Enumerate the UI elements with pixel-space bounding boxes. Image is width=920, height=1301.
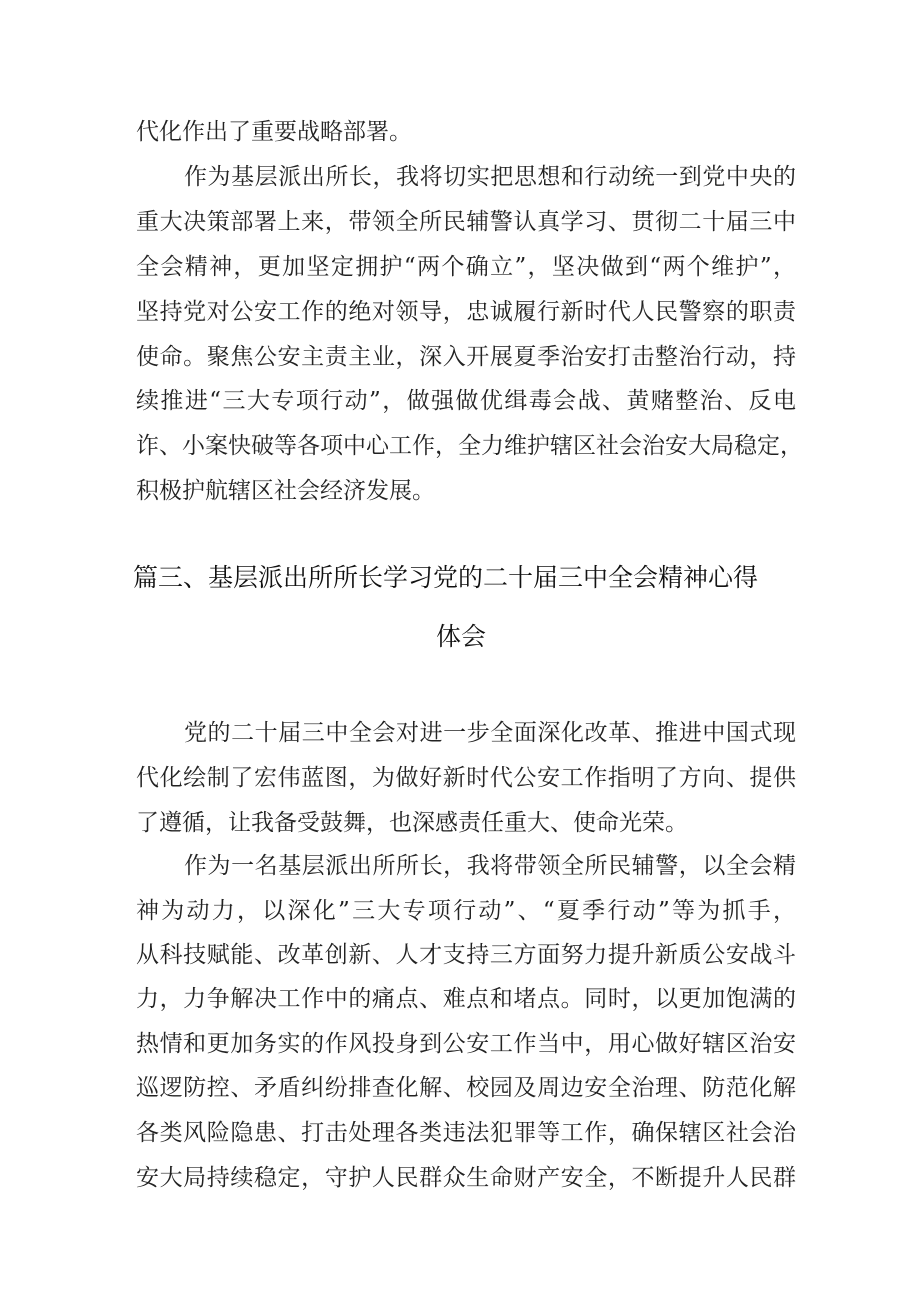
paragraph-1-line: 诈、小案快破等各项中心工作，全力维护辖区社会治安大局稳定， (136, 433, 803, 459)
paragraph-1-line: 作为基层派出所长，我将切实把思想和行动统一到党中央的 (184, 164, 796, 190)
paragraph-3-line: 神为动力，以深化”三大专项行动”、“夏季行动”等为抓手， (136, 898, 796, 924)
paragraph-1-line: 续推进“三大专项行动”，做强做优缉毒会战、黄赌整治、反电 (136, 388, 796, 414)
paragraph-3-line: 从科技赋能、改革创新、人才支持三方面努力提升新质公安战斗 (136, 942, 796, 968)
paragraph-1-line: 坚持党对公安工作的绝对领导，忠诚履行新时代人民警察的职责 (136, 299, 796, 325)
section-heading-line-1: 篇三、基层派出所所长学习党的二十届三中全会精神心得 (133, 563, 759, 592)
paragraph-2-line: 了遵循，让我备受鼓舞，也深感责任重大、使命光荣。 (136, 810, 688, 836)
section-heading-line-2: 体会 (436, 622, 487, 651)
paragraph-3-line: 热情和更加务实的作风投身到公安工作当中，用心做好辖区治安 (136, 1031, 796, 1057)
paragraph-2-line: 代化绘制了宏伟蓝图，为做好新时代公安工作指明了方向、提供 (136, 765, 796, 791)
paragraph-1-line: 全会精神，更加坚定拥护“两个确立”，坚决做到“两个维护”， (136, 254, 796, 280)
paragraph-3-line: 力，力争解决工作中的痛点、难点和堵点。同时，以更加饱满的 (136, 986, 796, 1012)
continuation-line: 代化作出了重要战略部署。 (136, 119, 412, 145)
paragraph-3-line: 安大局持续稳定，守护人民群众生命财产安全，不断提升人民群 (136, 1165, 796, 1191)
paragraph-1-line: 使命。聚焦公安主责主业，深入开展夏季治安打击整治行动，持 (136, 344, 796, 370)
paragraph-3-line: 巡逻防控、矛盾纠纷排查化解、校园及周边安全治理、防范化解 (136, 1075, 796, 1101)
paragraph-3-line: 作为一名基层派出所所长，我将带领全所民辅警，以全会精 (184, 853, 796, 879)
paragraph-2-line: 党的二十届三中全会对进一步全面深化改革、推进中国式现 (184, 720, 796, 746)
paragraph-3-line: 各类风险隐患、打击处理各类违法犯罪等工作，确保辖区社会治 (136, 1120, 796, 1146)
paragraph-1-line: 积极护航辖区社会经济发展。 (136, 478, 435, 504)
paragraph-1-line: 重大决策部署上来，带领全所民辅警认真学习、贯彻二十届三中 (136, 209, 796, 235)
